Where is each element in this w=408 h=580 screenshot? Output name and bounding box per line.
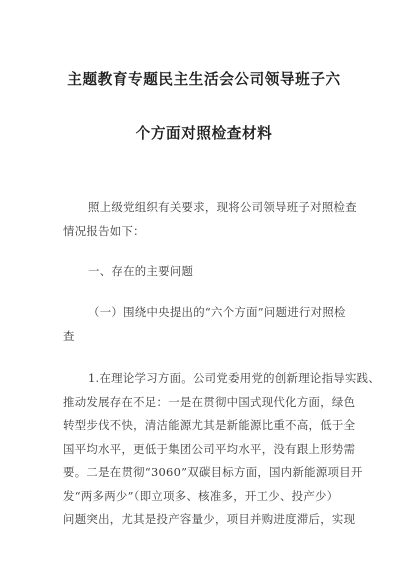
body-line: 发“两多两少”（即立项多、核准多，开工少、投产少） [63,488,339,503]
body-line: 转型步伐不快，清洁能源尤其是新能源比重不高，低于全 [63,418,356,432]
intro-paragraph [63,196,363,243]
body-paragraph [63,367,381,532]
body-line: 问题突出，尤其是投产容量少，项目并购进度滞后，实现 [63,512,356,526]
intro-line: 照上级党组织有关要求，现将公司领导班子对照检查 [88,200,357,214]
body-line: 1.在理论学习方面。公司党委用党的创新理论指导实践、 [88,371,381,385]
subsection-heading [63,301,363,348]
subsection-heading-line: （一）围绕中央提出的“六个方面”问题进行对照检 [88,305,346,319]
section-heading [63,260,363,284]
body-line: 推动发展存在不足：一是在贯彻中国式现代化方面，绿色 [63,394,356,409]
body-line: 要。二是在贯彻“3060”双碳目标方面，国内新能源项目开 [63,465,363,479]
intro-line: 情况报告如下： [63,223,145,238]
section-heading-text: 一、存在的主要问题 [88,264,194,278]
subsection-heading-line: 查 [63,328,75,343]
document-title-line-1: 主题教育专题民主生活会公司领导班子六 [67,71,341,88]
document-title-line-2: 个方面对照检查材料 [135,125,273,142]
body-line: 国平均水平，更低于集团公司平均水平，没有跟上形势需 [63,441,356,456]
